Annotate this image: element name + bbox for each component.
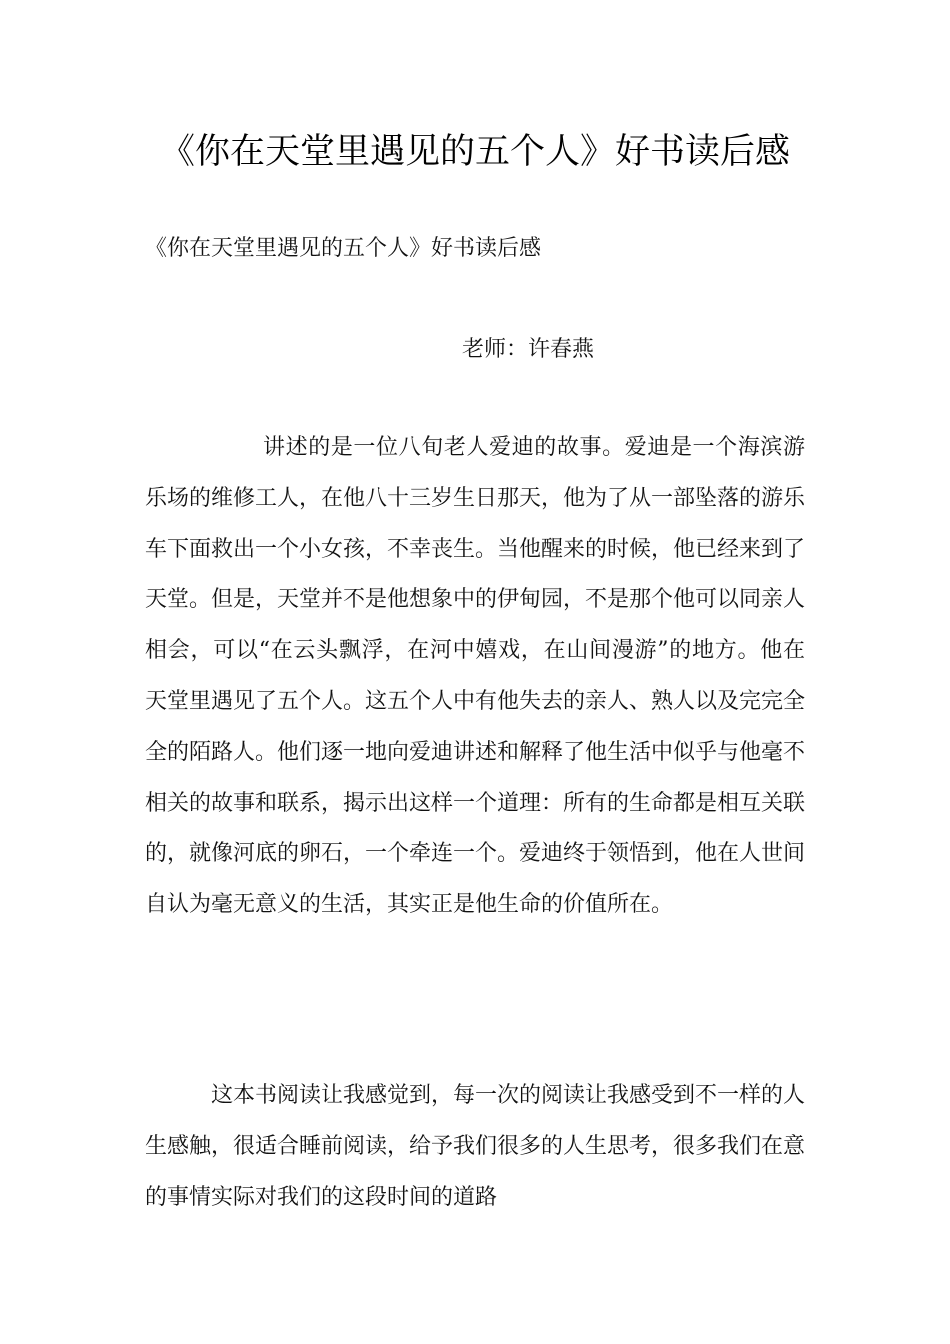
document-subtitle: 《你在天堂里遇见的五个人》好书读后感 [145, 236, 542, 261]
body-paragraph: 这本书阅读让我感觉到，每一次的阅读让我感受到不一样的人生感触，很适合睡前阅读，给予我们很多的人生思考，很多我们在意的事情实际对我们的这段时间的道路 [145, 1083, 806, 1210]
document-title: 《你在天堂里遇见的五个人》好书读后感 [159, 132, 790, 172]
body-paragraph: 讲述的是一位八旬老人爱迪的故事。爱迪是一个海滨游乐场的维修工人，在他八十三岁生日那天，他为了从一部坠落的游乐车下面救出一个小女孩，不幸丧生。当他醒来的时候，他已经来到了天堂。但是，天堂并不是他想象中的伊甸园，不是那个他可以同亲人相会，可以“在云头飘浮，在河中嬉戏，在山间漫游”的地方。他在天堂里遇见了五个人。这五个人中有他失去的亲人、熟人以及完完全全的陌路人。他们逐一地向爱迪讲述和解释了他生活中似乎与他毫不相关的故事和联系，揭示出这样一个道理：所有的生命都是相互关联的，就像河底的卵石，一个牵连一个。爱迪终于领悟到，他在人世间自认为毫无意义的生活，其实正是他生命的价值所在。 [145, 435, 806, 918]
author-line: 老师：许春燕 [462, 337, 595, 362]
